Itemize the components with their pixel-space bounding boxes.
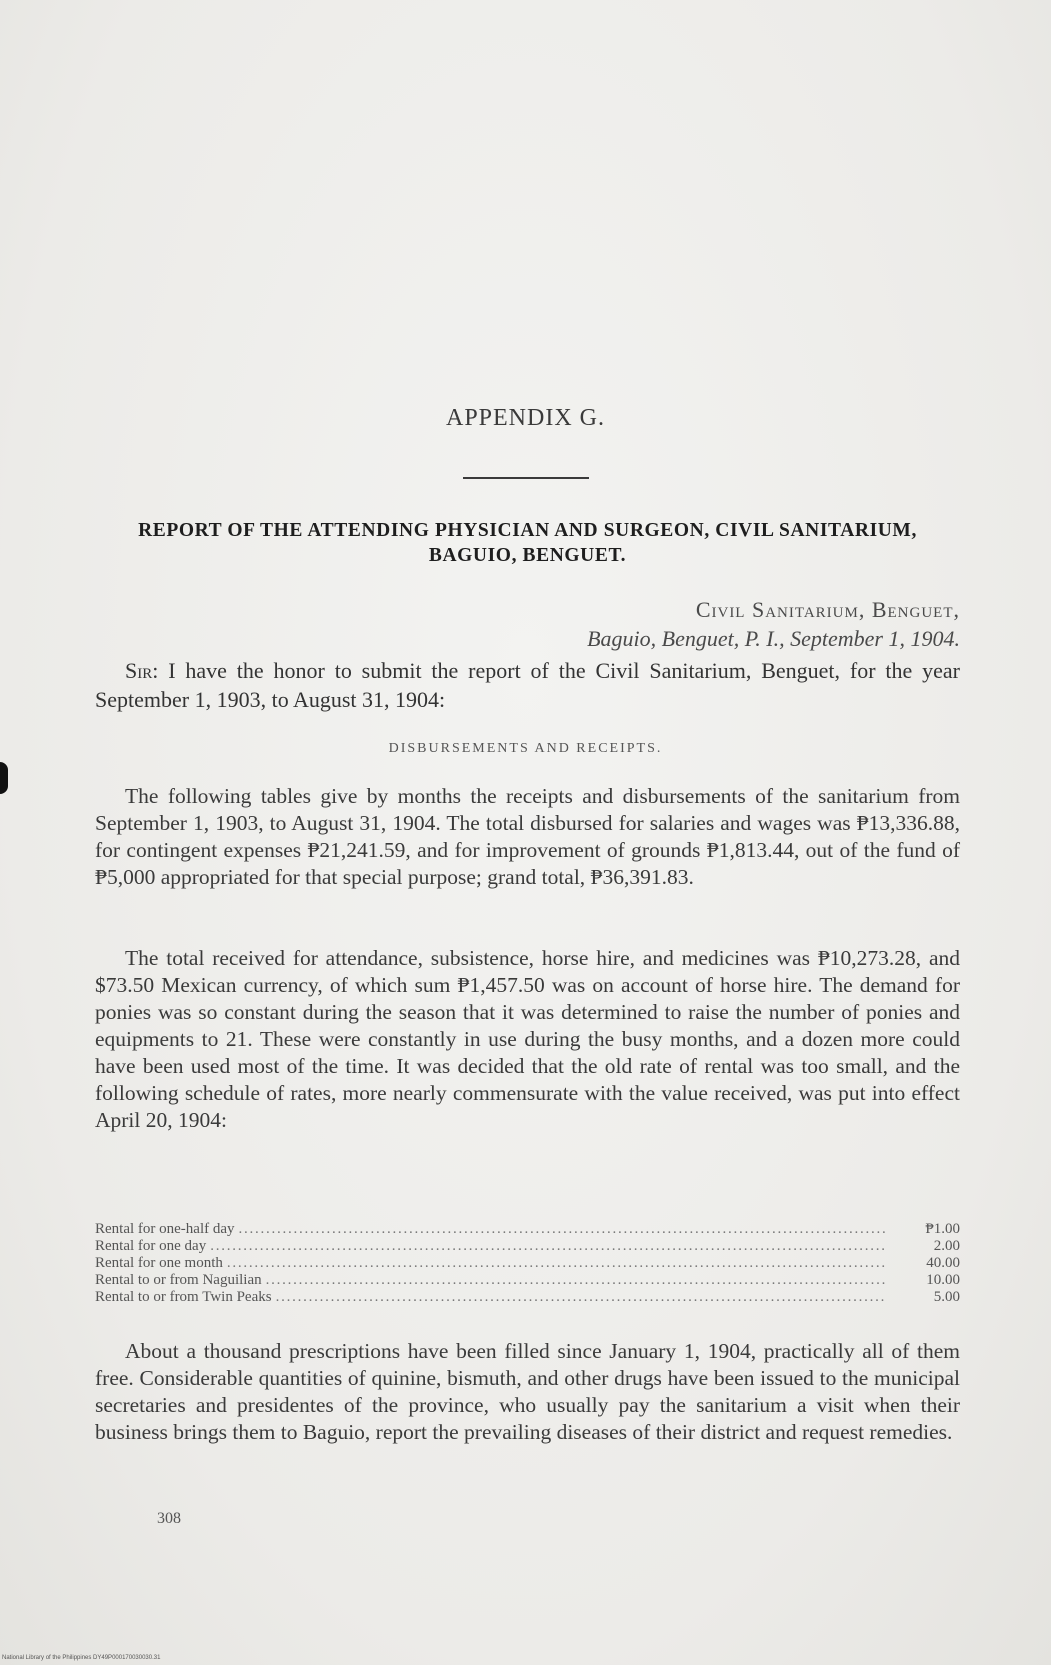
rate-row <box>95 1289 960 1306</box>
rental-rates-table <box>95 1221 960 1306</box>
salutation-sir: Sir: <box>125 658 159 683</box>
paragraph-receipts: The total received for attendance, subsistence, horse hire, and medicines was ₱10,273.28, and $73.50 Mexican currency, of which sum ₱1,457.50 was on account of horse hire. The demand for ponies was so constant during the season that it was determined to raise the number of ponies and equipments to 21. These were constantly in use during the busy months, and a dozen more could have been used most of the time. It was decided that the old rate of rental was too small, and the following schedule of rates, more nearly commensurate with the value received, was put into effect April 20, 1904: <box>95 946 960 1132</box>
section-heading: DISBURSEMENTS AND RECEIPTS. <box>388 741 663 756</box>
page-number: 308 <box>157 1510 181 1527</box>
sender-place-date: Baguio, Benguet, P. I., September 1, 1904. <box>587 626 960 651</box>
rate-row <box>95 1255 960 1272</box>
rate-row <box>95 1272 960 1289</box>
heading-rule <box>463 477 589 479</box>
dot-leader <box>210 1238 886 1255</box>
appendix-heading: APPENDIX G. <box>445 405 605 431</box>
dot-leader <box>276 1289 886 1306</box>
salutation-text: I have the honor to submit the report of the Civil Sanitarium, Benguet, for the year September 1, 1903, to August 31, 1904: <box>95 658 960 712</box>
dot-leader <box>239 1221 886 1238</box>
rate-value: ₱1.00 <box>925 1221 960 1237</box>
margin-scan-mark <box>0 762 8 794</box>
sender-institution: Civil Sanitarium, Benguet, <box>695 597 960 622</box>
report-title: REPORT OF THE ATTENDING PHYSICIAN AND SURGEON, CIVIL SANITARIUM, BAGUIO, BENGUET. <box>138 520 917 566</box>
rate-label: Rental to or from Twin Peaks <box>95 1289 272 1305</box>
rate-label: Rental for one month <box>95 1255 223 1271</box>
salutation-paragraph <box>95 656 960 714</box>
rate-row <box>95 1221 960 1238</box>
rate-value: 40.00 <box>926 1255 960 1271</box>
paragraph-prescriptions: About a thousand prescriptions have been filled since January 1, 1904, practically all of them free. Considerable quantities of quinine, bismuth, and other drugs have been issued to the municipal secretaries and presidentes of the province, who usually pay the sanitarium a visit when their business brings them to Baguio, report the prevailing diseases of their district and request remedies. <box>95 1339 960 1444</box>
rate-row <box>95 1238 960 1255</box>
paragraph-disbursements: The following tables give by months the receipts and disbursements of the sanitarium from September 1, 1903, to August 31, 1904. The total disbursed for salaries and wages was ₱13,336.88, for contingent expenses ₱21,241.59, and for improvement of grounds ₱1,813.44, out of the fund of ₱5,000 appropriated for that special purpose; grand total, ₱36,391.83. <box>95 784 960 889</box>
rate-label: Rental to or from Naguilian <box>95 1272 262 1288</box>
rate-label: Rental for one day <box>95 1238 207 1254</box>
scan-footer: National Library of the Philippines DY49P000170030030.31 <box>2 1655 161 1661</box>
rate-label: Rental for one-half day <box>95 1221 235 1237</box>
rate-value: 5.00 <box>933 1289 960 1305</box>
rate-value: 10.00 <box>926 1272 960 1288</box>
dot-leader <box>227 1255 886 1272</box>
rate-value: 2.00 <box>933 1238 960 1254</box>
dot-leader <box>266 1272 886 1289</box>
